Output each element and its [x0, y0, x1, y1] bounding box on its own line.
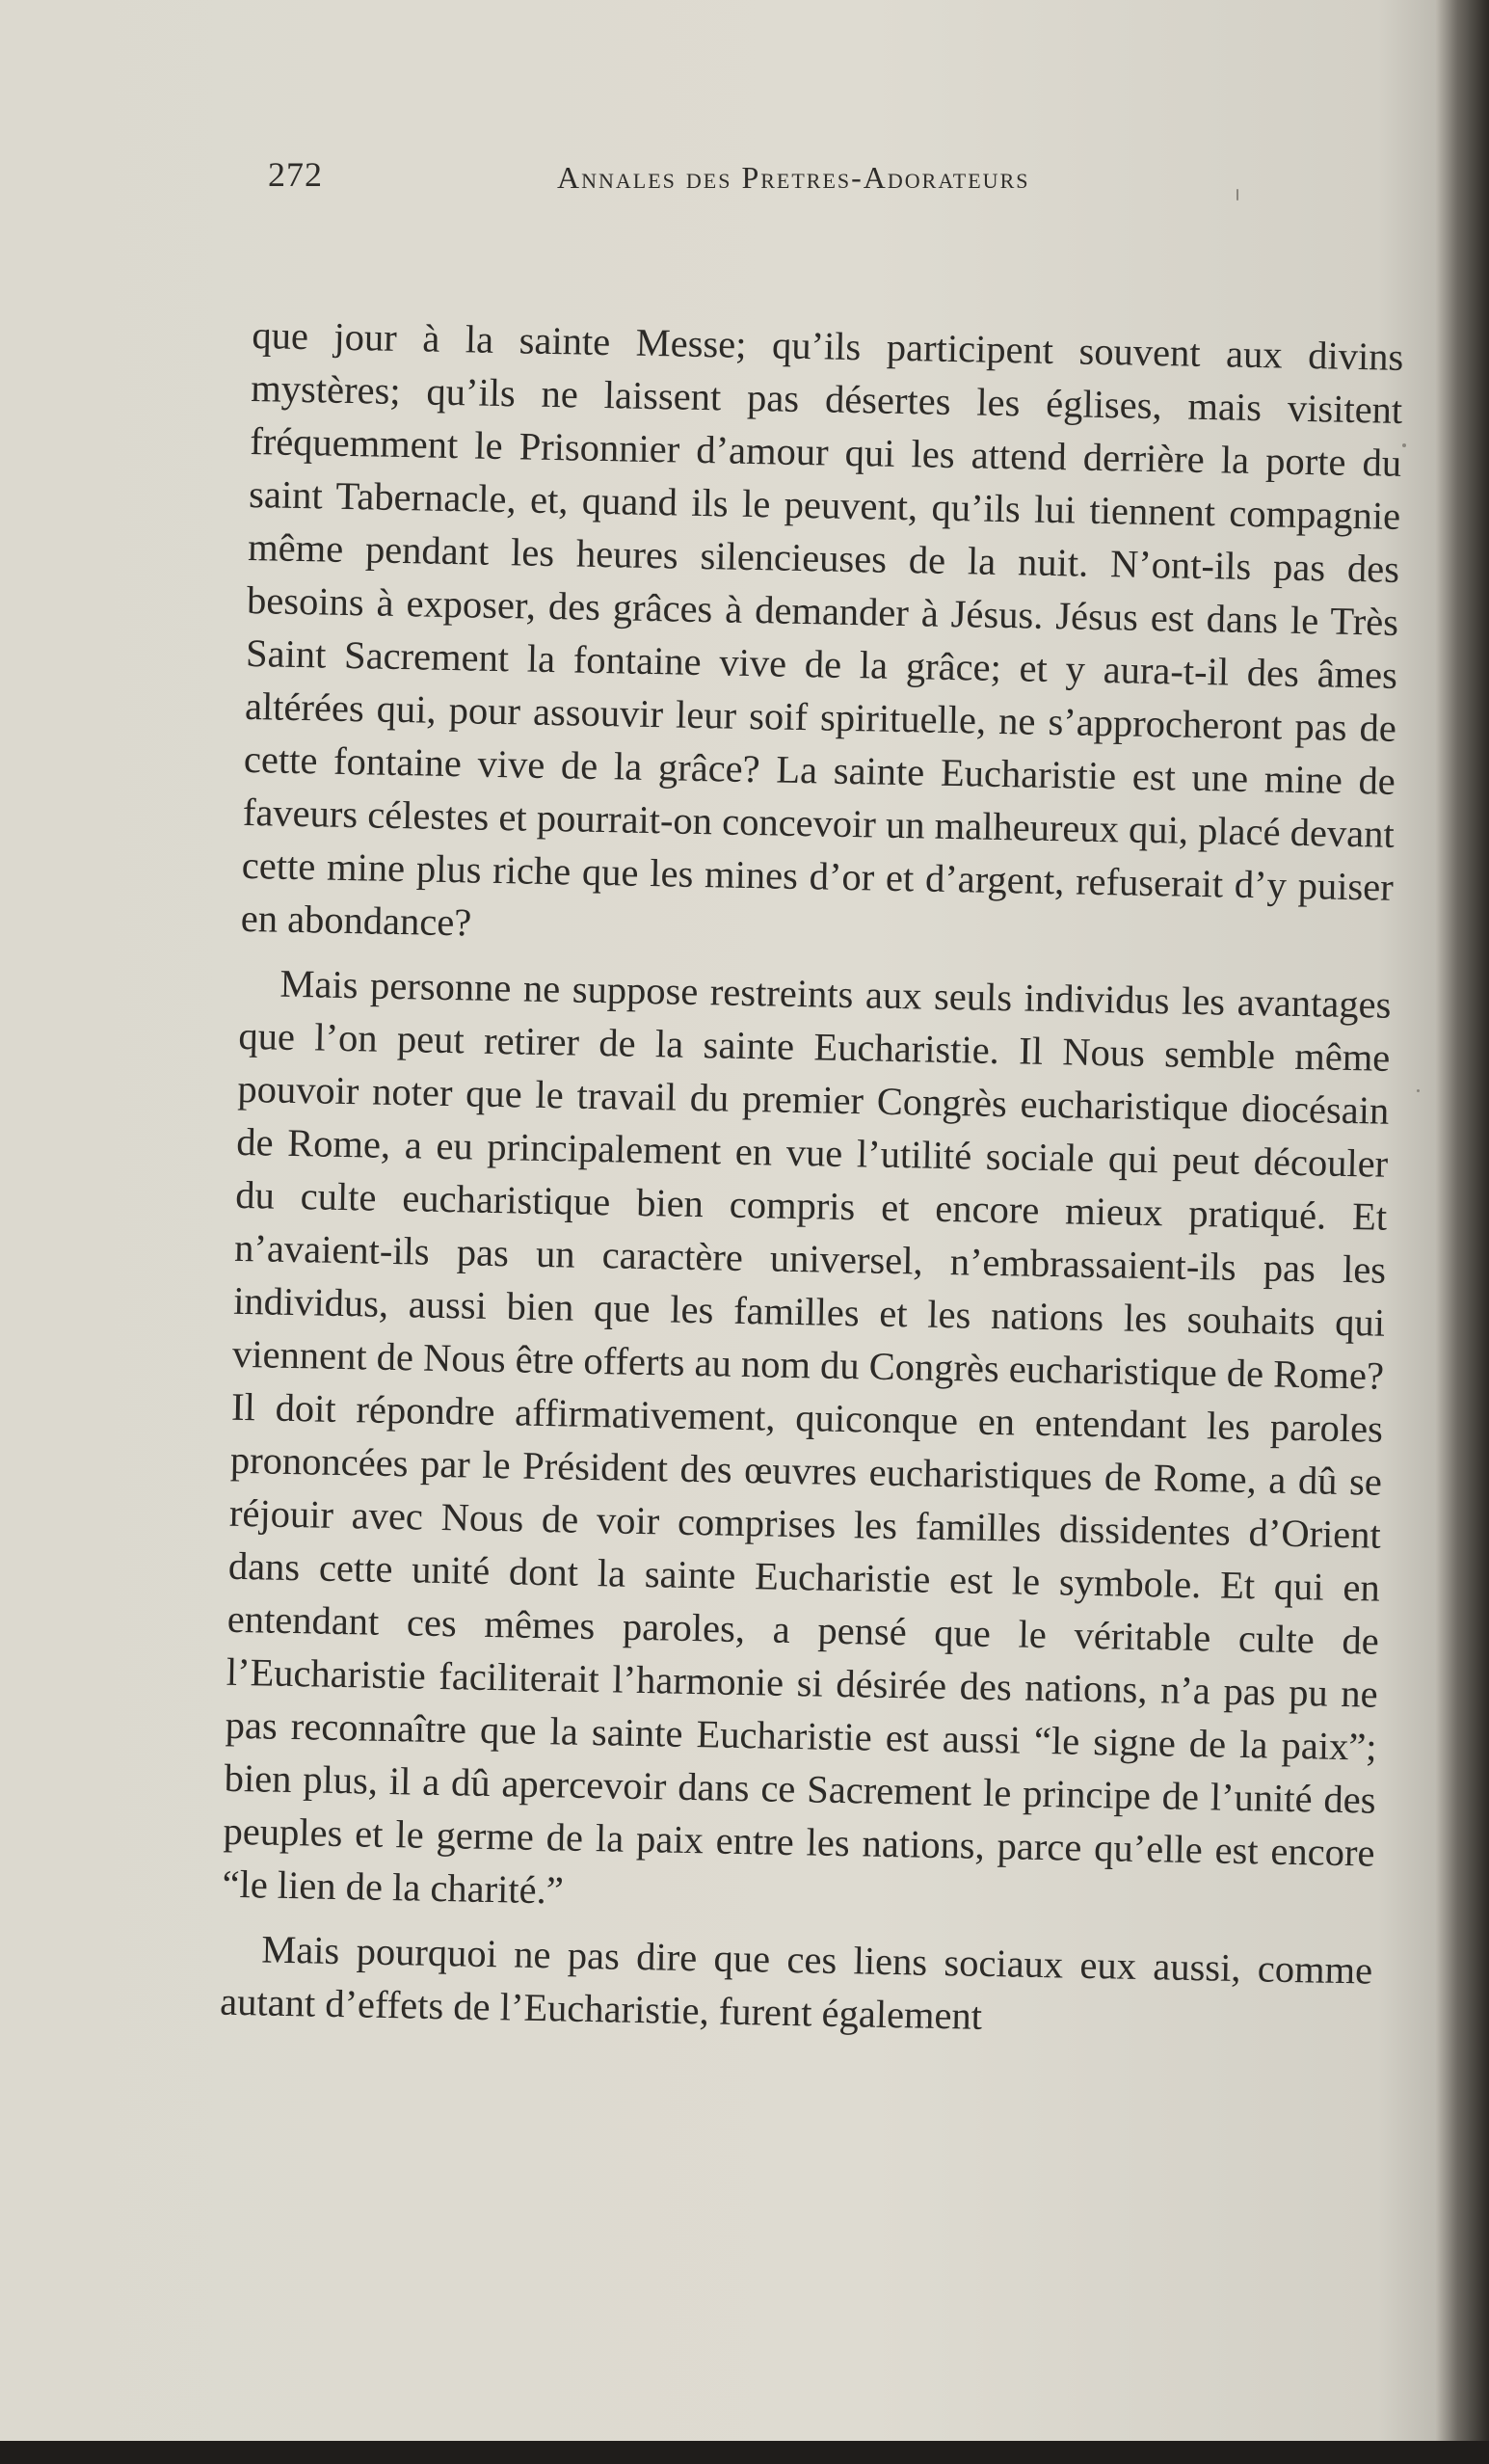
body-text: [220, 308, 1404, 2062]
paragraph-1: que jour à la sainte Messe; qu’ils participent souvent aux divins mystères; qu’ils ne laissent pas désertes les églises, mais visitent fréquemment le Prisonnier d’amour qui les attend derrière la porte du saint Tabernacle, et, quand ils le peuvent, qu’ils lui tiennent compagnie même pendant les heures silencieuses de la nuit. N’ont-ils pas des besoins à exposer, des grâces à demander à Jésus. Jésus est dans le Très Saint Sacrement la fontaine vive de la grâce; et y aura-t-il des âmes altérées qui, pour assouvir leur soif spirituelle, ne s’approcheront pas de cette fontaine vive de la grâce? La sainte Eucharistie est une mine de faveurs célestes et pourrait-on concevoir un malheureux qui, placé devant cette mine plus riche que les mines d’or et d’argent, refuserait d’y puiser en abondance?: [240, 312, 1404, 945]
page-header: [268, 154, 1232, 212]
page-bottom-shadow: [0, 2441, 1489, 2464]
paragraph-2: Mais personne ne suppose restreints aux seuls individus les avantages que l’on peut retirer de la sainte Eucharistie. Il Nous semble même pouvoir noter que le travail du premier Congrès eucharistique diocésain de Rome, a eu principalement en vue l’utilité sociale qui peut découler du culte eucharistique bien compris et encore mieux pratiqué. Et n’avaient-ils pas un caractère universel, n’embrassaient-ils pas les individus, aussi bien que les familles et les nations les souhaits qui viennent de Nous être offerts au nom du Congrès eucharistique de Rome? Il doit répondre affirmativement, quiconque en entendant les paroles prononcées par le Président des œuvres eucharistiques de Rome, a dû se réjouir avec Nous de voir comprises les familles dissidentes d’Orient dans cette unité dont la sainte Eucharistie est le symbole. Et qui en entendant ces mêmes paroles, a pensé que le véritable culte de l’Eucharistie faciliterait l’harmonie si désirée des nations, n’a pas pu ne pas reconnaître que la sainte Eucharistie est aussi “le signe de la paix”; bien plus, il a dû apercevoir dans ce Sacrement le principe de l’unité des peuples et le germe de la paix entre les nations, parce qu’elle est encore “le lien de la charité.”: [222, 961, 1392, 1913]
paper-speck: [1417, 1089, 1420, 1092]
paragraph-3: Mais pourquoi ne pas dire que ces liens sociaux eux aussi, comme autant d’effets de l’Eucharistie, furent également: [219, 1927, 1373, 2038]
page-edge-shadow: [1436, 0, 1489, 2464]
paper-speck: [1236, 189, 1238, 201]
paper-speck: [1402, 443, 1406, 447]
running-title: Annales des Pretres-Adorateurs: [557, 160, 1030, 195]
page-number: 272: [268, 155, 323, 194]
